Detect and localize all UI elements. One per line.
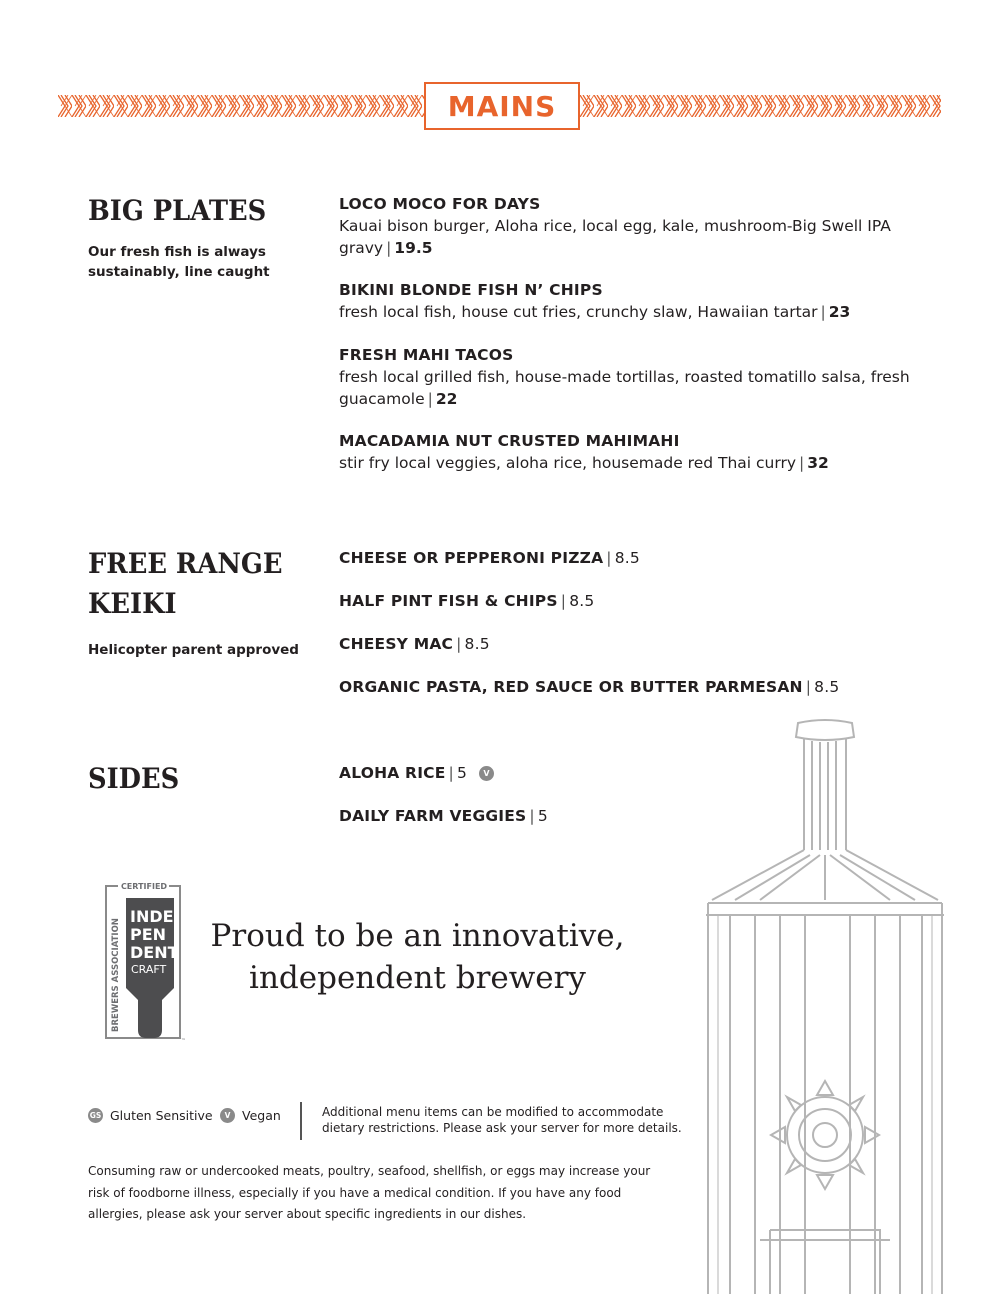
keiki-title-line2: KEIKI [88,587,177,620]
item-price: 32 [807,454,829,472]
keiki-subtitle: Helicopter parent approved [88,642,299,658]
tagline-line1: Proud to be an innovative, [210,918,625,954]
vegan-icon: V [220,1108,235,1123]
mains-title-box [424,82,580,130]
logo-tm: ™ [181,1038,186,1044]
logo-line: INDE [130,907,174,926]
menu-item [339,280,919,323]
legend-vegan [220,1108,281,1123]
menu-item [339,634,919,655]
item-name: MACADAMIA NUT CRUSTED MAHIMAHI [339,432,680,450]
item-price: 5 [456,764,468,782]
keiki-title-line1: FREE RANGE [88,547,283,580]
item-name: BIKINI BLONDE FISH N’ CHIPS [339,281,603,299]
tagline-line2: independent brewery [249,960,586,996]
menu-item [339,591,919,612]
dietary-note: Additional menu items can be modified to accommodate dietary restrictions. Please ask your server for more details. [322,1105,682,1135]
item-name: FRESH MAHI TACOS [339,346,514,364]
item-name: HALF PINT FISH & CHIPS | 8.5 [339,592,595,610]
item-price: 23 [828,303,851,321]
item-price: 22 [435,390,458,408]
item-name: DAILY FARM VEGGIES | 5 [339,807,548,825]
food-safety-disclaimer: Consuming raw or undercooked meats, poultry, seafood, shellfish, or eggs may increase your risk of foodborne illness, especially if you have a medical condition. If you have any food allergies, please ask your server about specific ingredients in our dishes. [88,1164,651,1221]
big-plates-subtitle: Our fresh fish is always sustainably, line caught [88,244,270,280]
menu-item [339,677,919,698]
sides-title: SIDES [88,762,180,795]
logo-line: CRAFT [131,963,167,976]
tagline [190,915,645,999]
big-plates-title: BIG PLATES [88,194,267,227]
gluten-sensitive-icon: GS [88,1108,103,1123]
logo-certified: CERTIFIED [120,882,168,891]
legend-label: Gluten Sensitive [110,1108,213,1123]
item-description: fresh local grilled fish, house-made tortillas, roasted tomatillo salsa, fresh guacamole | 22 [339,368,910,408]
vegan-badge-icon: V [479,766,494,781]
legend-label: Vegan [242,1108,281,1123]
page-title: MAINS [447,89,557,123]
item-price: 8.5 [569,592,595,610]
item-price: 8.5 [464,635,490,653]
menu-item [339,194,919,259]
menu-item [339,345,919,410]
independent-craft-logo [104,880,194,1045]
item-price: 5 [537,807,548,825]
legend-gluten-sensitive [88,1108,213,1123]
item-price: 8.5 [614,549,640,567]
logo-line: DENT [130,943,179,962]
logo-association: BREWERS ASSOCIATION [111,918,121,1032]
legend-divider [300,1102,302,1140]
item-name: LOCO MOCO FOR DAYS [339,195,541,213]
brew-tank-illustration [700,715,950,1294]
item-name: ALOHA RICE | 5 V [339,763,919,784]
item-price: 8.5 [814,678,840,696]
item-description: fresh local fish, house cut fries, crunchy slaw, Hawaiian tartar | 23 [339,303,851,321]
item-name: CHEESE OR PEPPERONI PIZZA | 8.5 [339,549,640,567]
menu-item [339,431,919,474]
logo-line: PEN [130,925,167,944]
menu-item [339,548,919,569]
item-price: 19.5 [394,239,433,257]
item-description: stir fry local veggies, aloha rice, housemade red Thai curry | 32 [339,454,829,472]
item-description: Kauai bison burger, Aloha rice, local egg, kale, mushroom-Big Swell IPA gravy | 19.5 [339,217,891,257]
header-pattern-left [58,95,424,117]
item-name: CHEESY MAC | 8.5 [339,635,490,653]
item-name: ORGANIC PASTA, RED SAUCE OR BUTTER PARMESAN | 8.5 [339,678,840,696]
header-pattern-right [580,95,941,117]
